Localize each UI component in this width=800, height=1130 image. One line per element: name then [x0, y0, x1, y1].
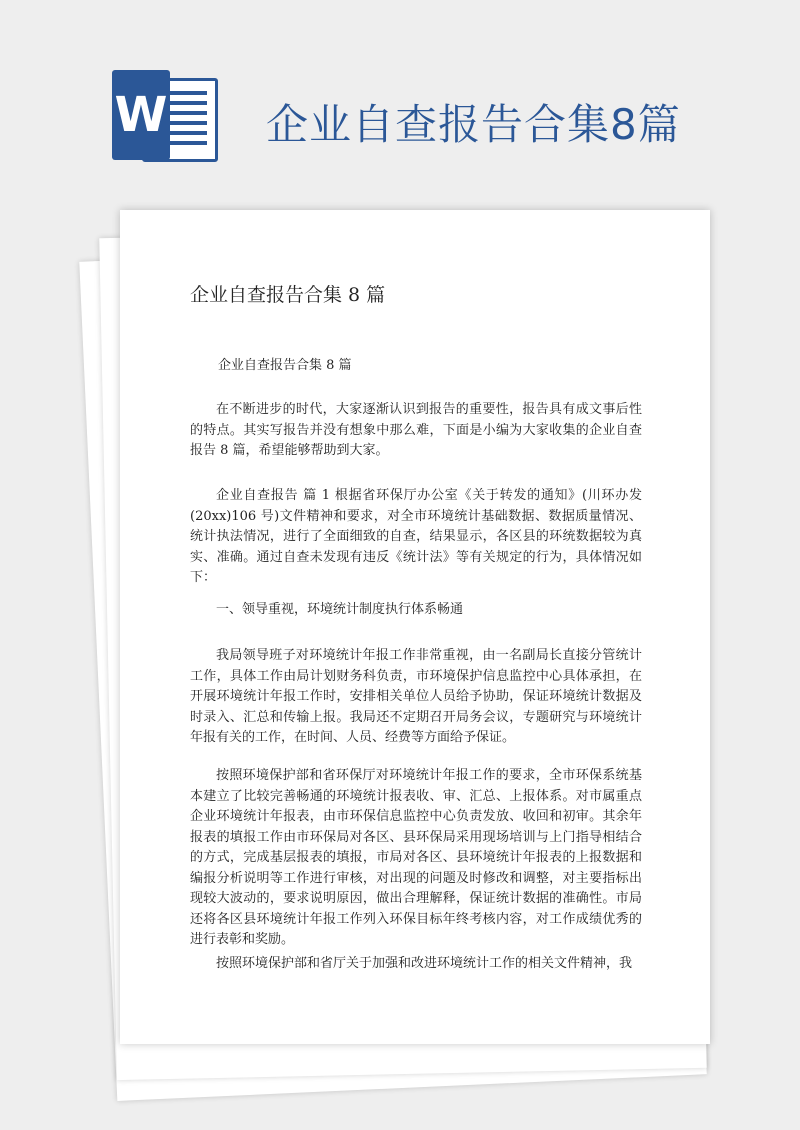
document-page	[120, 210, 710, 1044]
paragraph-intro: 在不断进步的时代，大家逐渐认识到报告的重要性，报告具有成文事后性的特点。其实写报告并没有想象中那么难，下面是小编为大家收集的企业自查报告 8 篇，希望能够帮助到大家。	[190, 402, 642, 458]
paragraph-report-1: 企业自查报告 篇 1 根据省环保厅办公室《关于转发的通知》(川环办发(20xx)106 号)文件精神和要求，对全市环境统计基础数据、数据质量情况、统计执法情况，进行了全面细致的自查，结果显示，各区县的环统数据较为真实、准确。通过自查未发现有违反《统计法》等有关规定的行为，具体情况如下：	[190, 488, 642, 585]
paragraph-leadership: 我局领导班子对环境统计年报工作非常重视，由一名副局长直接分管统计工作，具体工作由局计划财务科负责，市环境保护信息监控中心具体承担，在开展环境统计年报工作时，安排相关单位人员给予协助，保证环境统计数据及时录入、汇总和传输上报。我局还不定期召开局务会议，专题研究与环境统计年报有关的工作，在时间、人员、经费等方面给予保证。	[190, 648, 642, 745]
document-title: 企业自查报告合集 8 篇	[190, 284, 386, 306]
header	[0, 0, 800, 190]
word-document-icon	[112, 70, 218, 160]
word-logo-letter: W	[112, 70, 170, 160]
section-heading-1: 一、领导重视，环境统计制度执行体系畅通	[216, 602, 464, 617]
paragraph-reporting-system: 按照环境保护部和省环保厅对环境统计年报工作的要求，全市环保系统基本建立了比较完善畅通的环境统计报表收、审、汇总、上报体系。对市属重点企业环境统计年报表，由市环保信息监控中心负责发放、收回和初审。其余年报表的填报工作由市环保局对各区、县环保局采用现场培训与上门指导相结合的方式，完成基层报表的填报，市局对各区、县环境统计年报表的上报数据和编报分析说明等工作进行审核，对出现的问题及时修改和调整，对主要指标出现较大波动的，要求说明原因，做出合理解释，保证统计数据的准确性。市局还将各区县环境统计年报工作列入环保目标年终考核内容，对工作成绩优秀的进行表彰和奖励。	[190, 768, 642, 947]
paragraph-continued: 按照环境保护部和省厅关于加强和改进环境统计工作的相关文件精神，我	[216, 956, 633, 971]
page-title: 企业自查报告合集8篇	[266, 100, 681, 149]
document-subtitle: 企业自查报告合集 8 篇	[218, 358, 352, 373]
